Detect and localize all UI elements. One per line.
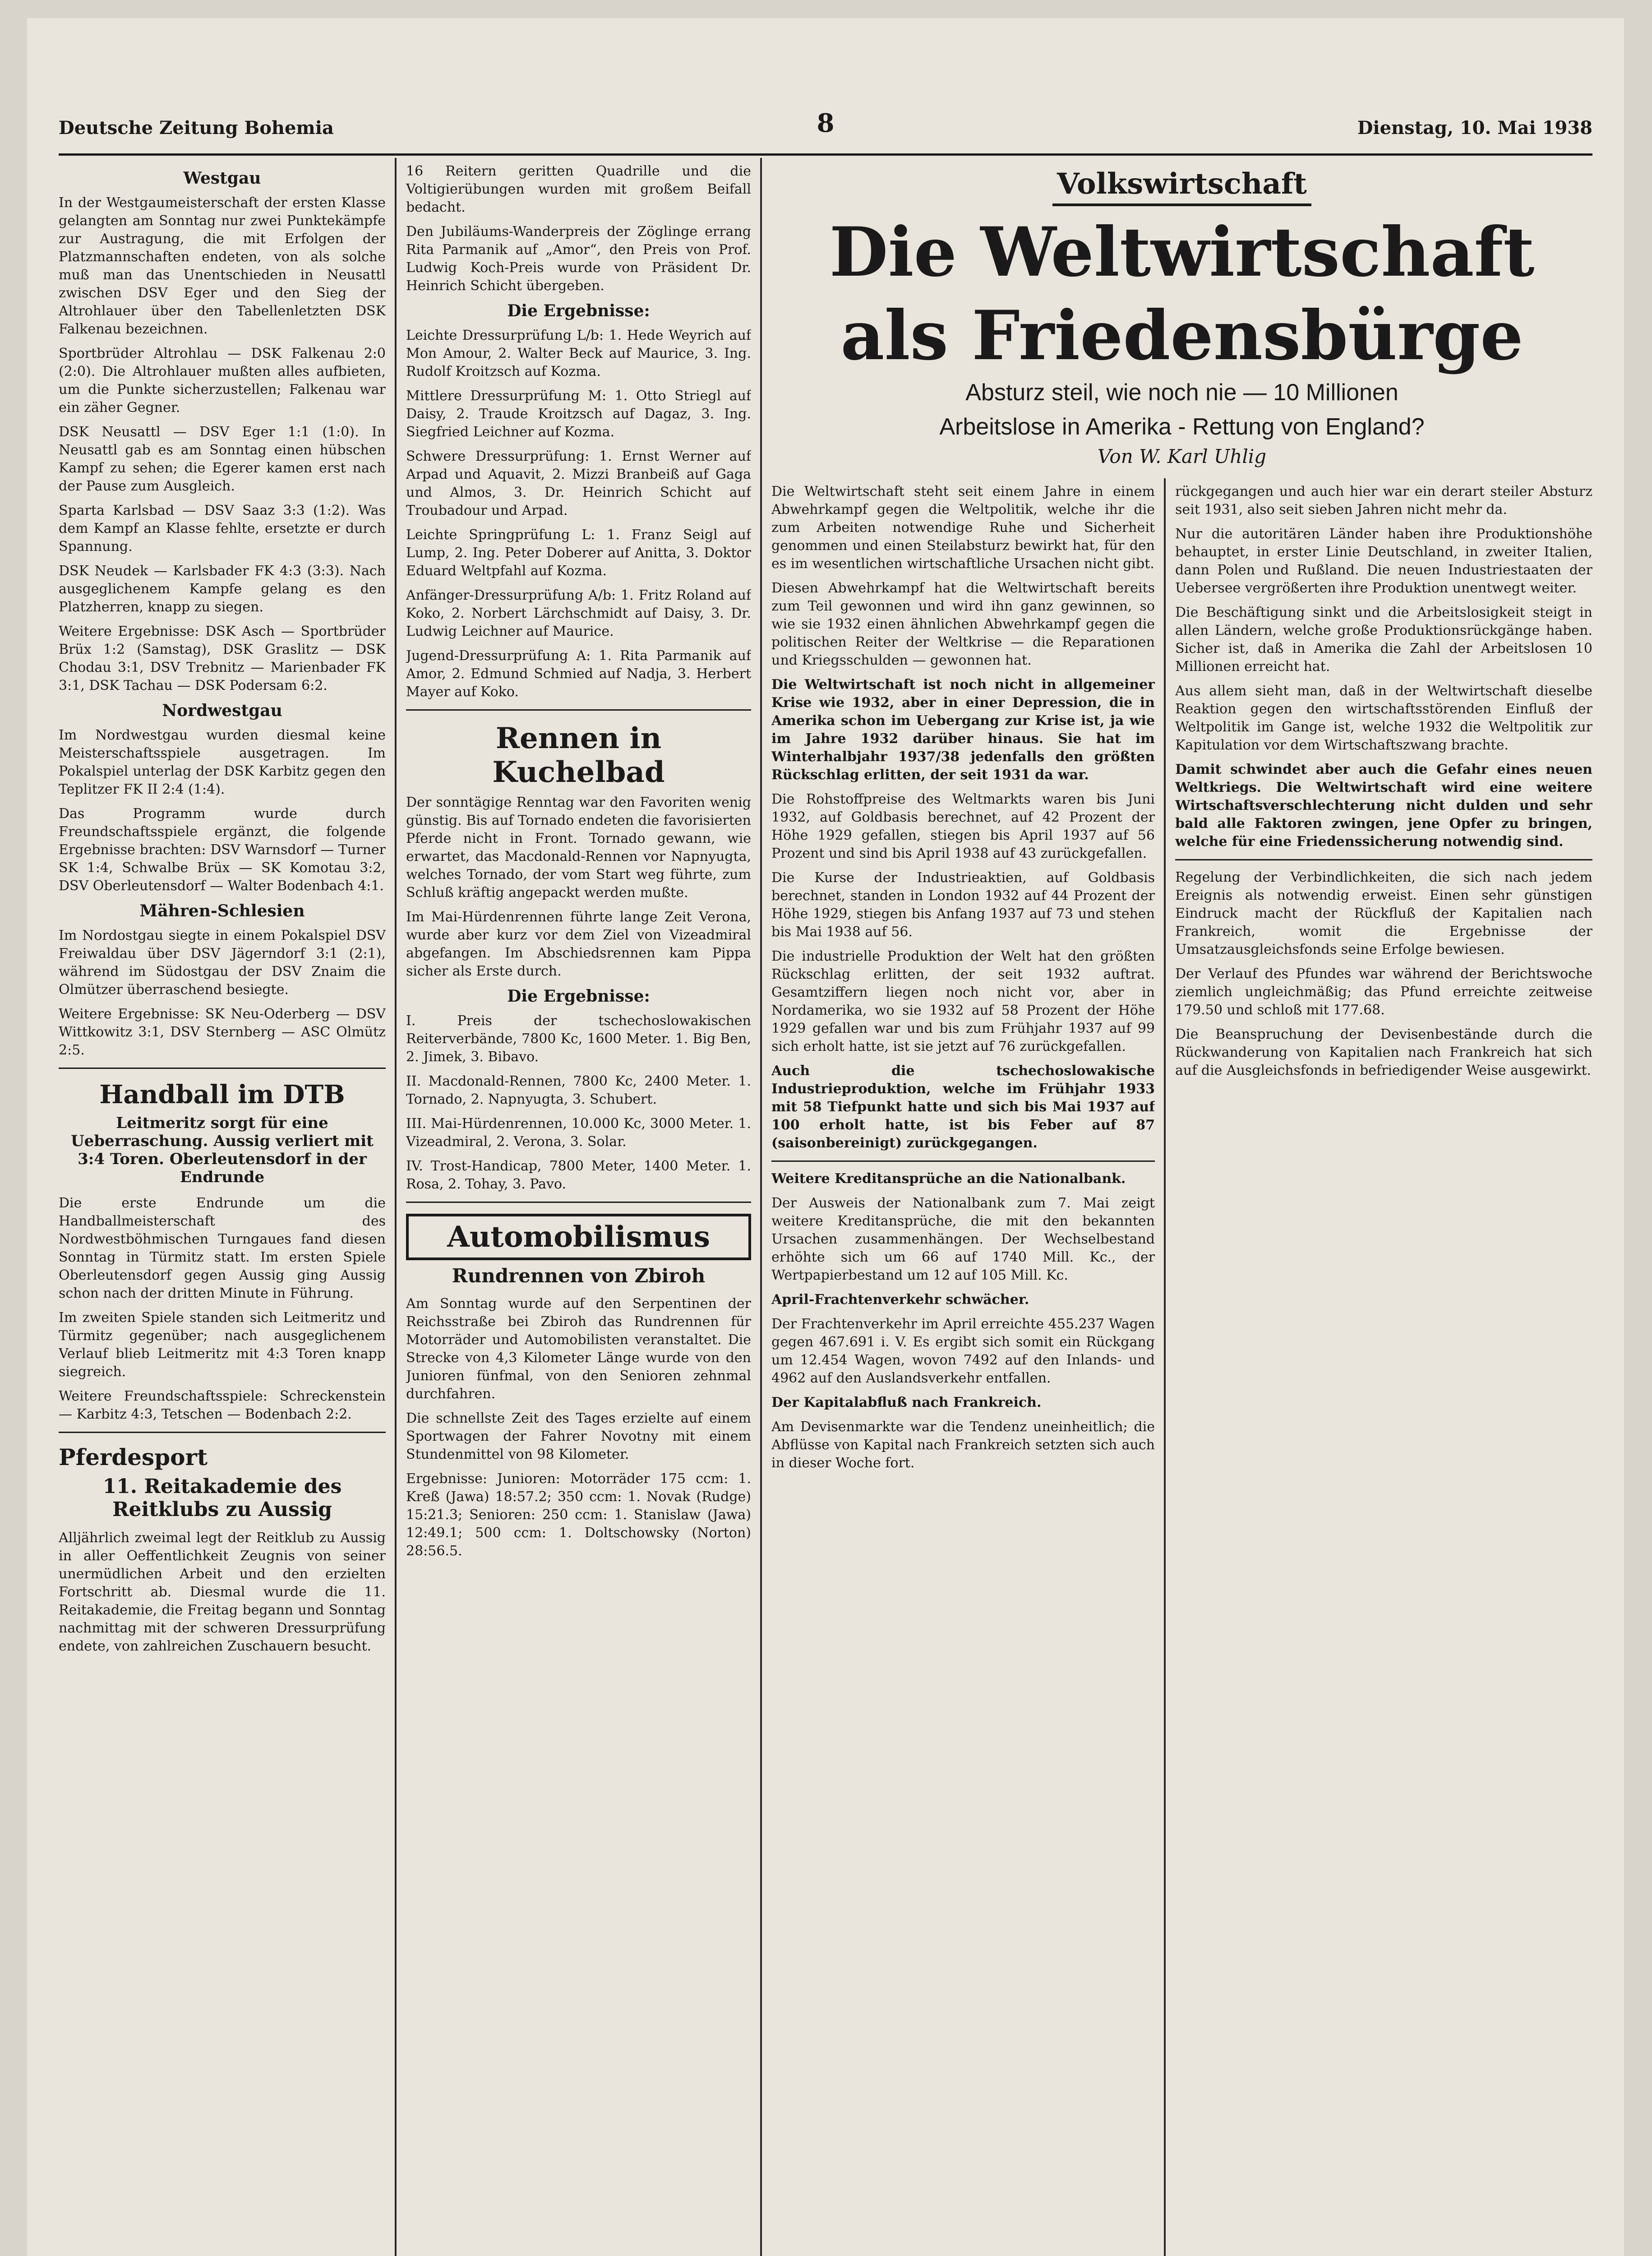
paragraph: Weitere Ergebnisse: DSK Asch — Sportbrüder Brüx 1:2 (Samstag), DSK Graslitz — DSK Chodau 3:1, DSV Trebnitz — Marienbader FK 3:1, DSK Tachau — DSK Podersam 6:2. [59,624,386,693]
paragraph: Am Sonntag wurde auf den Serpentinen der Reichsstraße bei Zbiroh das Rundrennen für Motorräder und Automobilisten veranstaltet. Die Strecke von 4,3 Kilometer Länge wurde von den Junioren fünfmal, von den Senioren zehnmal durchfahren. [406,1296,751,1402]
section-title-rennen: Rennen in Kuchelbad [492,721,665,789]
paragraph: Den Jubiläums-Wanderpreis der Zöglinge errang Rita Parmanik auf „Amor“, den Preis von Prof. Ludwig Koch-Preis wurde von Präsident Dr. Heinrich Schicht übergeben. [406,224,751,294]
result-entry: Leichte Dressurprüfung L/b: 1. Hede Weyrich auf Mon Amour, 2. Walter Beck auf Maurice, 3. Ing. Rudolf Kroitzsch auf Kozma. [406,328,751,379]
paragraph: rückgegangen und auch hier war ein derart steiler Absturz seit 1931, also seit sieben Jahren nicht mehr da. [1175,484,1592,518]
paragraph: Diesen Abwehrkampf hat die Weltwirtschaft bereits zum Teil gewonnen und wird ihn ganz gewinnen, so wie sie 1932 einen ähnlichen Abwehrkampf gegen die politischen Reiter der Weltkrise — die Reparationen und Kriegsschulden — gewonnen hat. [771,580,1155,668]
paragraph: Nur die autoritären Länder haben ihre Produktionshöhe behauptet, in erster Linie Deutschland, in zweiter Italien, dann Polen und Rußland. Die neuen Industriestaaten der Uebersee vergrößerten ihre Produktion unentwegt weiter. [1175,526,1592,596]
deck-line-1: Absturz steil, wie noch nie — 10 Millionen [965,379,1398,406]
paragraph: Der sonntägige Renntag war den Favoriten wenig günstig. Bis auf Tornado endeten die favorisierten Pferde nicht in Front. Tornado gewann, wie erwartet, das Macdonald-Rennen vor Napnyugta, welches Tornado, der vom Start weg führte, zum Schluß kräftig angepackt werden mußte. [406,795,751,901]
results-heading: Die Ergebnisse: [507,301,650,320]
column-2 [406,162,751,2256]
result-entry: II. Macdonald-Rennen, 7800 Kc, 2400 Meter. 1. Tornado, 2. Napnyugta, 3. Schubert. [406,1073,751,1107]
result-entry: Mittlere Dressurprüfung M: 1. Otto Striegl auf Daisy, 2. Traude Kroitzsch auf Dagaz, 3. Ing. Siegfried Leichner auf Kozma. [406,388,751,440]
byline: Von W. Karl Uhlig [1097,445,1267,467]
results-heading: Die Ergebnisse: [507,987,650,1006]
lead-article-banner [771,167,1592,467]
paragraph: 16 Reitern geritten Quadrille und die Voltigierübungen wurden mit großem Beifall bedacht. [406,163,751,215]
divider [771,1160,1155,1162]
section-title-handball: Handball im DTB [99,1080,345,1110]
result-entry: Jugend-Dressurprüfung A: 1. Rita Parmanik auf Amor, 2. Edmund Schmied auf Nadja, 3. Herbert Mayer auf Koko. [406,648,751,700]
result-entry: I. Preis der tschechoslowakischen Reiterverbände, 7800 Kc, 1600 Meter. 1. Big Ben, 2. Jimek, 3. Bibavo. [406,1013,751,1065]
paragraph: Die Kurse der Industrieaktien, auf Goldbasis berechnet, standen in London 1932 auf 44 Prozent der Höhe 1929, stiegen bis Anfang 1937 auf 73 und stehen bis Mai 1938 auf 56. [771,870,1155,940]
paragraph: Das Programm wurde durch Freundschaftsspiele ergänzt, die folgende Ergebnisse brachten: DSV Warnsdorf — Turner SK 1:4, Schwalbe Brüx — SK Komotau 3:2, DSV Oberleutensdorf — Walter Bodenbach 4:1. [59,806,386,894]
paragraph: Der Frachtenverkehr im April erreichte 455.237 Wagen gegen 467.691 i. V. Es ergibt sich somit ein Rückgang um 12.454 Wagen, wovon 7492 auf den Inlands- und 4962 auf den Auslandsverkehr entfallen. [771,1316,1155,1386]
paragraph: Im Nordostgau siegte in einem Pokalspiel DSV Freiwaldau über DSV Jägerndorf 3:1 (2:1), während im Südostgau der DSV Znaim die Olmützer überraschend besiegte. [59,928,386,998]
paragraph: Die Beanspruchung der Devisenbestände durch die Rückwanderung von Kapitalien nach Frankreich hat sich auf die Ausgleichsfonds in befriedigender Weise ausgewirkt. [1175,1026,1592,1078]
result-entry: Anfänger-Dressurprüfung A/b: 1. Fritz Roland auf Koko, 2. Norbert Lärchschmidt auf Daisy, 3. Dr. Ludwig Leichner auf Maurice. [406,587,751,639]
section-title-nordwestgau: Nordwestgau [162,701,282,720]
headline-line-1: Die Weltwirtschaft [829,213,1535,292]
divider [59,1432,386,1433]
article-title: April-Frachtenverkehr schwächer. [771,1292,1029,1308]
column-1 [59,162,386,2256]
deck-line-2: Arbeitslose in Amerika - Rettung von England? [939,414,1425,440]
page-header [59,99,1592,149]
paragraph-emphasis: Damit schwindet aber auch die Gefahr eines neuen Weltkriegs. Die Weltwirtschaft wird eine weitere Wirtschaftsverschlechterung nicht dulden und sehr bald alle Faktoren zwingen, jene Opfer zu bringen, welche für eine Friedenssicherung notwendig sind. [1175,762,1592,850]
paragraph: Der Verlauf des Pfundes war während der Berichtswoche ziemlich ungleichmäßig; das Pfund erreichte zeitweise 179.50 und schloß mit 177.68. [1175,966,1592,1018]
column-rule-1 [395,158,397,2256]
header-rule [59,153,1592,156]
paragraph: Die Beschäftigung sinkt und die Arbeitslosigkeit steigt in allen Ländern, welche große Produktionsrückgänge haben. Sicher ist, daß in Amerika die Zahl der Arbeitslosen 10 Millionen erreicht hat. [1175,605,1592,675]
divider [59,1068,386,1069]
paragraph-emphasis: Die Weltwirtschaft ist noch nicht in allgemeiner Krise wie 1932, aber in einer Depression, die in Amerika schon im Uebergang zur Krise ist, ja wie im Jahre 1932 darüber hinaus. Sie hat im Winterhalbjahr 1937/38 jedenfalls den größten Rückschlag erlitten, der seit 1931 da war. [771,677,1155,783]
paragraph: Die industrielle Produktion der Welt hat den größten Rückschlag erlitten, der seit 1932 auftrat. Gesamtziffern liegen noch nicht vor, aber in Nordamerika, wo sie 1932 auf 58 Prozent der Höhe 1929 gefallen war und bis zum Frühjahr 1937 auf 99 sich erholt hatte, ist sie jetzt auf 76 zurückgefallen. [771,948,1155,1054]
section-title-automobilismus: Automobilismus [406,1214,751,1260]
paragraph: Weitere Ergebnisse: SK Neu-Oderberg — DSV Wittkowitz 3:1, DSV Sternberg — ASC Olmütz 2:5. [59,1006,386,1058]
article-title: Weitere Kreditansprüche an die Nationalbank. [771,1171,1126,1187]
masthead-name: Deutsche Zeitung Bohemia [59,117,334,139]
column-3 [771,483,1155,2256]
paragraph: Die schnellste Zeit des Tages erzielte auf einem Sportwagen der Fahrer Novotny mit einem Stundenmittel von 98 Kilometer. [406,1410,751,1462]
result-entry: IV. Trost-Handicap, 7800 Meter, 1400 Meter. 1. Rosa, 2. Tohay, 3. Pavo. [406,1158,751,1192]
paragraph: Die erste Endrunde um die Handballmeisterschaft des Nordwestböhmischen Turngaues fand diesen Sonntag in Türmitz statt. Im ersten Spiele Oberleutensdorf gegen Aussig ging Aussig schon nach der dritten Minute in Führung. [59,1195,386,1301]
paragraph: DSK Neusattl — DSV Eger 1:1 (1:0). In Neusattl gab es am Sonntag einen hübschen Kampf zu sehen; die Egerer kamen erst nach der Pause zum Ausgleich. [59,424,386,494]
article-kicker: Leitmeritz sorgt für eine Ueberraschung. Aussig verliert mit 3:4 Toren. Oberleutensdorf in der Endrunde [71,1114,374,1186]
divider [406,1202,751,1203]
section-title-westgau: Westgau [183,169,261,188]
column-4 [1175,483,1592,2256]
headline-line-2: als Friedensbürge [840,296,1523,375]
result-entry: Leichte Springprüfung L: 1. Franz Seigl auf Lump, 2. Ing. Peter Doberer auf Anitta, 3. Doktor Eduard Weltpfahl auf Kozma. [406,527,751,579]
column-rule-3 [1164,478,1166,2256]
paragraph: Die Weltwirtschaft steht seit einem Jahre in einem Abwehrkampf gegen die Weltpolitik, welche ihr die zum Arbeiten notwendige Ruhe und Sicherheit genommen und einen Steilabsturz bewirkt hat, für den es im wesentlichen wirtschaftliche Ursachen nicht gibt. [771,484,1155,572]
result-entry: III. Mai-Hürdenrennen, 10.000 Kc, 3000 Meter. 1. Vizeadmiral, 2. Verona, 3. Solar. [406,1116,751,1150]
article-kicker: Rundrennen von Zbiroh [452,1265,706,1287]
paragraph: Regelung der Verbindlichkeiten, die sich nach jedem Ereignis als notwendig erweist. Einen sehr günstigen Eindruck macht der Rückfluß der Kapitalien nach Frankreich, womit die Ergebnisse der Umsatzausgleichsfonds seine Erfolge bewiesen. [1175,869,1592,957]
paragraph: Die Rohstoffpreise des Weltmarkts waren bis Juni 1932, auf Goldbasis berechnet, auf 42 Prozent der Höhe 1929 gefallen, stiegen bis April 1937 auf 56 Prozent und sind bis April 1938 auf 43 zurückgefallen. [771,791,1155,861]
paragraph: Im Nordwestgau wurden diesmal keine Meisterschaftsspiele ausgetragen. Im Pokalspiel unterlag der DSK Karbitz gegen den Teplitzer FK II 2:4 (1:4). [59,727,386,797]
department-heading: Volkswirtschaft [1052,167,1311,206]
article-kicker: 11. Reitakademie des Reitklubs zu Aussig [102,1475,342,1521]
paragraph: Weitere Freundschaftsspiele: Schreckenstein — Karbitz 4:3, Tetschen — Bodenbach 2:2. [59,1388,386,1422]
paragraph: In der Westgaumeisterschaft der ersten Klasse gelangten am Sonntag nur zwei Punktekämpfe zur Austragung, die mit Erfolgen der Platzmannschaften endeten, von als solche muß man das Unentschieden in Neusattl zwischen DSV Eger und den Sieg der Altrohlauer über den Tabellenletzten DSK Falkenau bezeichnen. [59,195,386,337]
section-title-maehren-schlesien: Mähren-Schlesien [139,901,305,920]
column-rule-2 [760,158,762,2256]
paragraph: Der Ausweis der Nationalbank zum 7. Mai zeigt weitere Kreditansprüche, die mit den bekannten Ursachen zusammenhängen. Der Wechselbestand erhöhte sich um 66 auf 1740 Mill. Kc., der Wertpapierbestand um 12 auf 105 Mill. Kc. [771,1195,1155,1283]
paragraph: Alljährlich zweimal legt der Reitklub zu Aussig in aller Oeffentlichkeit Zeugnis von seiner unermüdlichen Arbeit und den erzielten Fortschritt ab. Diesmal wurde die 11. Reitakademie, die Freitag begann und Sonntag nachmittag mit der schweren Dressurprüfung endete, von zahlreichen Zuschauern besucht. [59,1530,386,1654]
paragraph: Sportbrüder Altrohlau — DSK Falkenau 2:0 (2:0). Die Altrohlauer mußten alles aufbieten, um die Punkte sicherzustellen; Falkenau war ein zäher Gegner. [59,346,386,416]
paragraph: Am Devisenmarkte war die Tendenz uneinheitlich; die Abflüsse von Kapital nach Frankreich setzten sich auch in dieser Woche fort. [771,1419,1155,1471]
paragraph-emphasis: Auch die tschechoslowakische Industrieproduktion, welche im Frühjahr 1933 mit 58 Tiefpunkt hatte und sich bis Mai 1937 auf 100 erholt hatte, ist bis Feber auf 87 (saisonbereinigt) zurückgegangen. [771,1063,1155,1151]
paragraph: DSK Neudek — Karlsbader FK 4:3 (3:3). Nach ausgeglichenem Kampfe gelang es den Platzherren, knapp zu siegen. [59,563,386,615]
result-entry: Schwere Dressurprüfung: 1. Ernst Werner auf Arpad und Aquavit, 2. Mizzi Branbeiß auf Gaga und Almos, 3. Dr. Heinrich Schicht auf Troubadour und Arpad. [406,448,751,518]
paragraph: Aus allem sieht man, daß in der Weltwirtschaft dieselbe Reaktion gegen den wirtschaftsstörenden Einfluß der Weltpolitik im Gange ist, welche 1932 die Weltpolitik zur Kapitulation vor dem Wirtschaftszwang brachte. [1175,683,1592,753]
paragraph: Im zweiten Spiele standen sich Leitmeritz und Türmitz gegenüber; nach ausgeglichenem Verlauf blieb Leitmeritz mit 4:3 Toren knapp siegreich. [59,1310,386,1380]
paragraph: Ergebnisse: Junioren: Motorräder 175 ccm: 1. Kreß (Jawa) 18:57.2; 350 ccm: 1. Novak (Rudge) 15:21.3; Senioren: 250 ccm: 1. Stanislaw (Jawa) 12:49.1; 500 ccm: 1. Doltschowsky (Norton) 28:56.5. [406,1471,751,1559]
newspaper-page [27,18,1624,2256]
page-number: 8 [817,108,835,138]
section-title-pferdesport: Pferdesport [59,1444,208,1470]
paragraph: Im Mai-Hürdenrennen führte lange Zeit Verona, wurde aber kurz vor dem Ziel von Vizeadmiral abgefangen. Im Abschiedsrennen kam Pippa sicher als Erste durch. [406,909,751,979]
issue-date: Dienstag, 10. Mai 1938 [1357,117,1592,139]
divider [1175,859,1592,860]
divider [406,709,751,711]
article-title: Der Kapitalabfluß nach Frankreich. [771,1395,1042,1410]
paragraph: Sparta Karlsbad — DSV Saaz 3:3 (1:2). Was dem Kampf an Klasse fehlte, ersetzte er durch Spannung. [59,503,386,555]
